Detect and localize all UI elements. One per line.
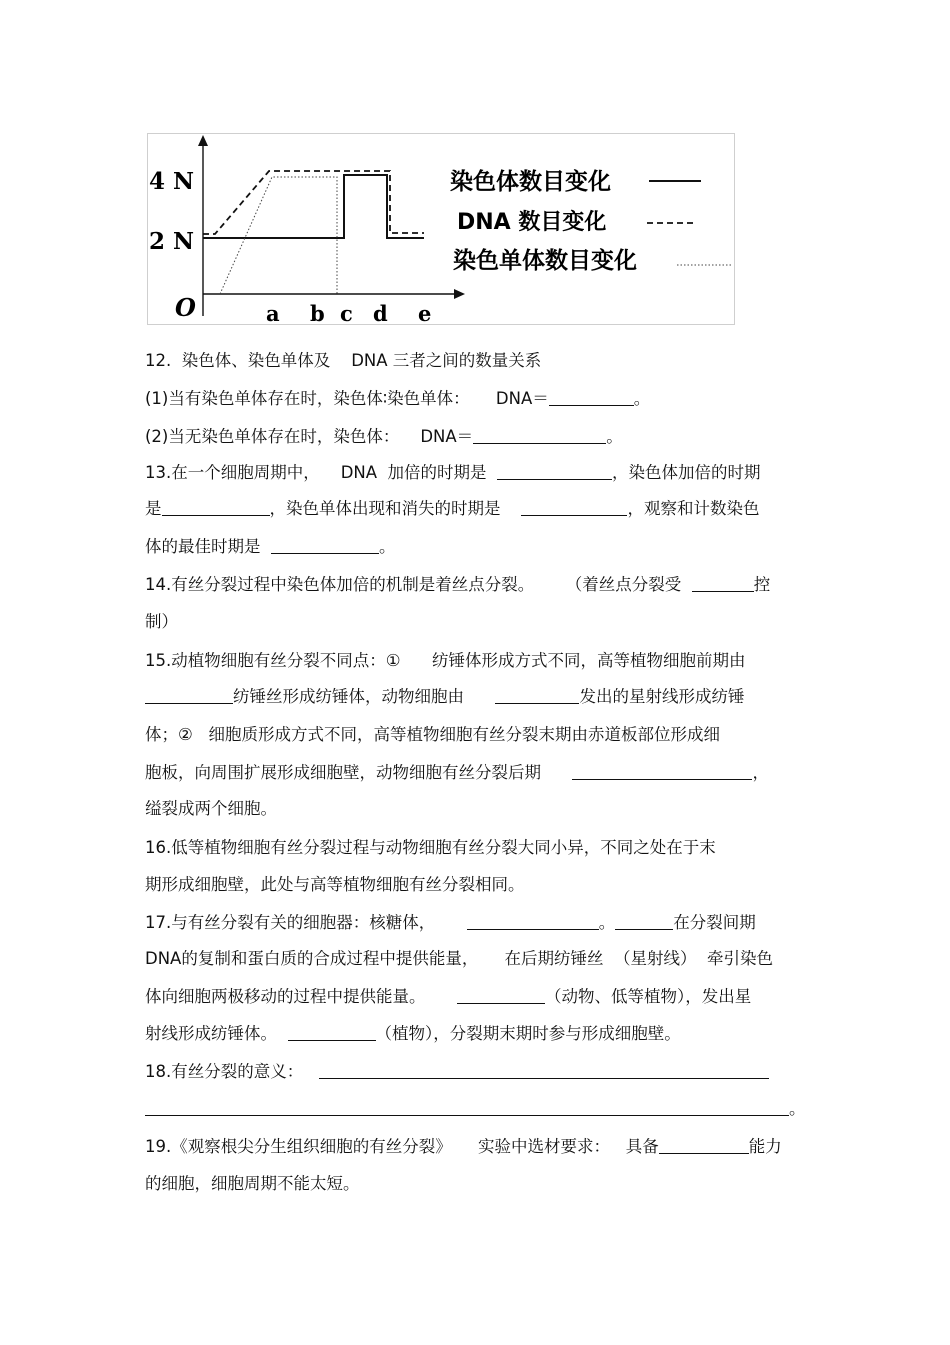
text: 。 — [606, 427, 623, 446]
answer-blank[interactable] — [288, 1024, 376, 1041]
q15-line4 — [145, 763, 769, 783]
legend-dna-label: DNA 数目变化 — [457, 210, 607, 235]
q18-line2 — [145, 1099, 806, 1119]
text: 。 — [633, 389, 651, 408]
text: 12. 染色体、染色单体及 DNA 三者之间的数量关系 — [145, 351, 542, 370]
q15-line3 — [145, 725, 720, 745]
text: 13.在一个细胞周期中， DNA 加倍的时期是 — [145, 463, 498, 482]
q14-line2 — [145, 612, 178, 632]
answer-blank[interactable] — [521, 499, 627, 516]
answer-blank[interactable] — [457, 987, 545, 1004]
y-axis-arrow — [198, 135, 208, 146]
text: 体的最佳时期是 — [145, 537, 271, 556]
text: （植物），分裂期末期时参与形成细胞壁。 — [375, 1024, 681, 1043]
chromatid-count-line — [220, 177, 337, 294]
answer-blank[interactable] — [615, 913, 673, 930]
text: 缢裂成两个细胞。 — [145, 799, 277, 818]
q14-line1 — [145, 575, 770, 595]
q17-line2 — [145, 949, 773, 969]
text: ，染色体加倍的时期 — [612, 463, 761, 482]
legend-chromosome-label: 染色体数目变化 — [450, 169, 611, 195]
answer-blank[interactable] — [145, 1099, 789, 1116]
text: 17.与有丝分裂有关的细胞器：核糖体， — [145, 913, 467, 932]
text: 18.有丝分裂的意义： — [145, 1062, 319, 1081]
text: 胞板，向周围扩展形成细胞壁，动物细胞有丝分裂后期 — [145, 763, 573, 782]
text: ， — [752, 763, 769, 782]
q15-line5 — [145, 799, 277, 819]
text: 16.低等植物细胞有丝分裂过程与动物细胞有丝分裂大同小异，不同之处在于末 — [145, 838, 716, 857]
y-tick-4n: 4 N — [149, 168, 195, 195]
q12-item1 — [145, 389, 650, 409]
text: 。 — [598, 913, 616, 932]
q15-line2 — [145, 687, 744, 707]
legend-chromatid-label: 染色单体数目变化 — [453, 248, 637, 274]
q15-line1 — [145, 651, 746, 671]
text: 期形成细胞壁，此处与高等植物细胞有丝分裂相同。 — [145, 875, 525, 894]
answer-blank[interactable] — [473, 427, 606, 444]
x-tick-b: b — [310, 301, 325, 325]
q18-line1 — [145, 1062, 769, 1082]
q19-line1 — [145, 1137, 782, 1157]
chromosome-dna-chart — [147, 133, 735, 325]
text: 纺锤丝形成纺锤体，动物细胞由 — [233, 687, 496, 706]
answer-blank[interactable] — [145, 687, 233, 704]
text: 14.有丝分裂过程中染色体加倍的机制是着丝点分裂。 （着丝点分裂受 — [145, 575, 692, 594]
text: (1)当有染色单体存在时，染色体∶染色单体： DNA＝ — [145, 389, 549, 408]
q12-item2 — [145, 427, 623, 447]
q17-line3 — [145, 987, 751, 1007]
q13-line3 — [145, 537, 396, 557]
text: 制） — [145, 612, 178, 631]
answer-blank[interactable] — [572, 763, 752, 780]
answer-blank[interactable] — [659, 1137, 749, 1154]
text: 15.动植物细胞有丝分裂不同点：① 纺锤体形成方式不同，高等植物细胞前期由 — [145, 651, 746, 670]
text: DNA的复制和蛋白质的合成过程中提供能量， 在后期纺锤丝 （星射线） 牵引染色 — [145, 949, 774, 968]
answer-blank[interactable] — [162, 499, 270, 516]
text: 体；② 细胞质形成方式不同，高等植物细胞有丝分裂末期由赤道板部位形成细 — [145, 725, 721, 744]
answer-blank[interactable] — [467, 913, 599, 930]
answer-blank[interactable] — [271, 537, 379, 554]
q13-line1 — [145, 463, 761, 483]
text: 是 — [145, 499, 162, 518]
text: （动物、低等植物），发出星 — [544, 987, 752, 1006]
text: (2)当无染色单体存在时，染色体： DNA＝ — [145, 427, 474, 446]
answer-blank[interactable] — [692, 575, 754, 592]
text: 。 — [789, 1099, 806, 1118]
q16-line1 — [145, 838, 716, 858]
text: 控 — [753, 575, 771, 594]
answer-blank[interactable] — [319, 1062, 769, 1079]
text: 的细胞，细胞周期不能太短。 — [145, 1174, 360, 1193]
text: 19.《观察根尖分生组织细胞的有丝分裂》 实验中选材要求： 具备 — [145, 1137, 659, 1156]
figure-border — [148, 134, 735, 325]
q19-line2 — [145, 1174, 360, 1194]
text: ，染色单体出现和消失的时期是 — [269, 499, 522, 518]
text: 射线形成纺锤体。 — [145, 1024, 288, 1043]
q12-heading — [145, 351, 541, 371]
y-tick-2n: 2 N — [149, 228, 195, 255]
x-tick-e: e — [418, 301, 432, 325]
x-tick-d: d — [373, 301, 388, 325]
q16-line2 — [145, 875, 525, 895]
q17-line1 — [145, 913, 756, 933]
text: 体向细胞两极移动的过程中提供能量。 — [145, 987, 457, 1006]
text: 。 — [379, 537, 396, 556]
answer-blank[interactable] — [497, 463, 612, 480]
x-tick-a: a — [266, 301, 280, 325]
dna-count-line — [203, 171, 424, 234]
answer-blank[interactable] — [549, 389, 634, 406]
q17-line4 — [145, 1024, 681, 1044]
q13-line2 — [145, 499, 759, 519]
x-tick-c: c — [340, 301, 353, 325]
x-axis-arrow — [454, 289, 465, 299]
origin-label: O — [175, 293, 196, 322]
text: 在分裂间期 — [673, 913, 756, 932]
text: 能力 — [748, 1137, 782, 1156]
answer-blank[interactable] — [495, 687, 579, 704]
text: ，观察和计数染色 — [627, 499, 760, 518]
text: 发出的星射线形成纺锤 — [579, 687, 745, 706]
